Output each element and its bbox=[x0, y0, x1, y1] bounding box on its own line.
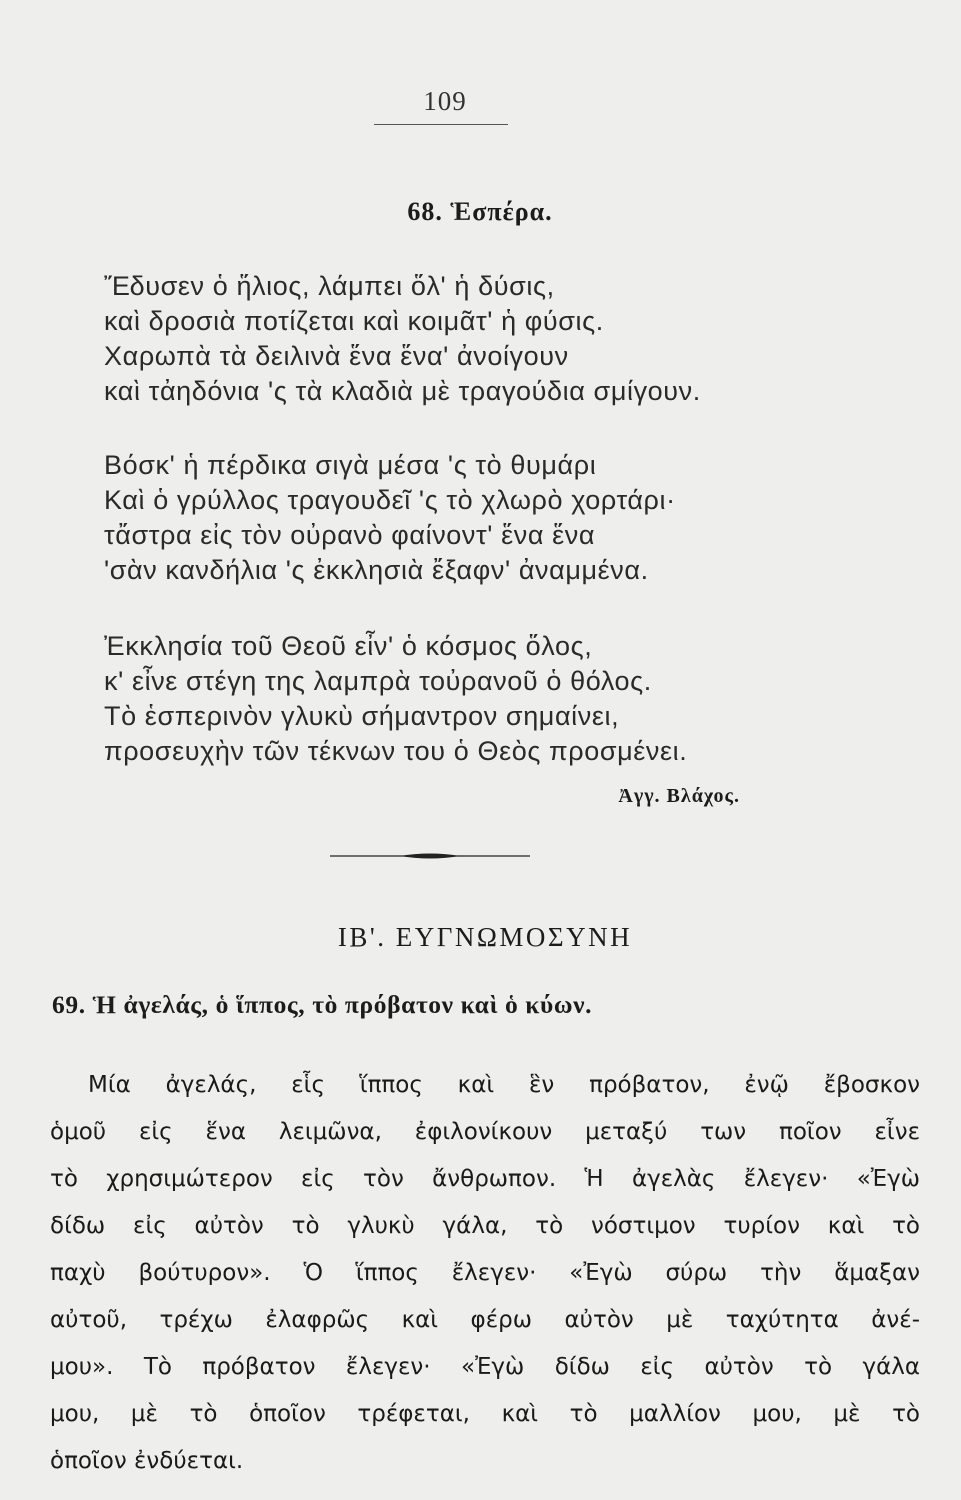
poem-line: Ἐκκλησία τοῦ Θεοῦ εἶν' ὁ κόσμος ὅλος, bbox=[104, 631, 593, 661]
poem-line: Χαρωπὰ τὰ δειλινὰ ἕνα ἕνα' ἀνοίγουν bbox=[104, 341, 569, 371]
poem-line: Καὶ ὁ γρύλλος τραγουδεῖ 'ς τὸ χλωρὸ χορτάρι· bbox=[104, 485, 676, 515]
fable-text bbox=[50, 1062, 920, 1485]
prose-line: μου». Τὸ πρόβατον ἔλεγεν· «Ἐγὼ δίδω εἰς αὐτὸν τὸ γάλα bbox=[50, 1354, 920, 1380]
poem-line: Τὸ ἑσπερινὸν γλυκὺ σήμαντρον σημαίνει, bbox=[104, 701, 620, 731]
prose-line: Μία ἀγελάς, εἷς ἵππος καὶ ἓν πρόβατον, ἐνῷ ἔβοσκον bbox=[88, 1072, 920, 1098]
poem-line: κ' εἶνε στέγη της λαμπρὰ τοὐρανοῦ ὁ θόλος. bbox=[104, 666, 652, 696]
poem-line: 'σὰν κανδήλια 'ς ἐκκλησιὰ ἔξαφν' ἀναμμένα. bbox=[104, 555, 649, 585]
poem-stanza-3 bbox=[104, 629, 824, 769]
prose-line: αὐτοῦ, τρέχω ἐλαφρῶς καὶ φέρω αὐτὸν μὲ ταχύτητα ἀνέ- bbox=[50, 1307, 920, 1333]
poem-line: καὶ δροσιὰ ποτίζεται καὶ κοιμᾶτ' ἡ φύσις. bbox=[104, 306, 604, 336]
fable-title: 69. Ἡ ἀγελάς, ὁ ἵππος, τὸ πρόβατον καὶ ὁ κύων. bbox=[52, 990, 593, 1019]
prose-line: ὁποῖον ἐνδύεται. bbox=[50, 1448, 244, 1474]
prose-line: δίδω εἰς αὐτὸν τὸ γλυκὺ γάλα, τὸ νόστιμον τυρίον καὶ τὸ bbox=[50, 1213, 920, 1239]
ornament-divider bbox=[330, 846, 530, 866]
poem-line: καὶ τἀηδόνια 'ς τὰ κλαδιὰ μὲ τραγούδια σμίγουν. bbox=[104, 376, 701, 406]
prose-line: παχὺ βούτυρον». Ὁ ἵππος ἔλεγεν· «Ἐγὼ σύρω τὴν ἅμαξαν bbox=[50, 1260, 920, 1286]
poem-line: Βόσκ' ἡ πέρδικα σιγὰ μέσα 'ς τὸ θυμάρι bbox=[104, 450, 597, 480]
poem-stanza-1 bbox=[104, 269, 824, 409]
page-number-rule bbox=[374, 124, 508, 125]
prose-line: μου, μὲ τὸ ὁποῖον τρέφεται, καὶ τὸ μαλλίον μου, μὲ τὸ bbox=[50, 1401, 920, 1427]
section-heading: ΙΒ'. ΕΥΓΝΩΜΟΣΥΝΗ bbox=[337, 922, 633, 952]
poem-line: Ἔδυσεν ὁ ἥλιος, λάμπει ὅλ' ἡ δύσις, bbox=[104, 271, 555, 301]
prose-line: ὁμοῦ εἰς ἕνα λειμῶνα, ἐφιλονίκουν μεταξύ των ποῖον εἶνε bbox=[50, 1119, 920, 1145]
poem-author: Ἀγγ. Βλάχος. bbox=[618, 785, 740, 807]
poem-title: 68. Ἑσπέρα. bbox=[407, 197, 553, 226]
prose-line: τὸ χρησιμώτερον εἰς τὸν ἄνθρωπον. Ἡ ἀγελὰς ἔλεγεν· «Ἐγὼ bbox=[50, 1166, 920, 1192]
poem-line: προσευχὴν τῶν τέκνων του ὁ Θεὸς προσμένει. bbox=[104, 736, 688, 766]
poem-stanza-2 bbox=[104, 448, 824, 588]
page-number: 109 bbox=[423, 86, 467, 116]
poem-line: τἄστρα εἰς τὸν οὐρανὸ φαίνοντ' ἕνα ἕνα bbox=[104, 520, 596, 550]
